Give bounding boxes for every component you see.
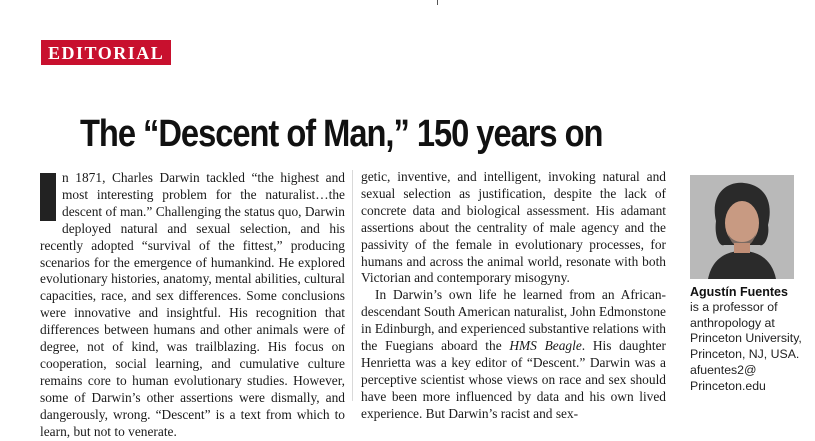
section-label: EDITORIAL xyxy=(41,40,171,65)
column-divider xyxy=(352,170,353,401)
author-photo xyxy=(690,175,794,279)
paragraph-continued: getic, inventive, and intelligent, invoking natural and sexual selection as justification, despite the lack of concrete data and biological assessment. His adamant assertions about the centrality of male agency and the passivity of the female in evolutionary processes, for humans and across the animal world, resonate with both Victorian and contemporary misogyny. xyxy=(361,169,666,286)
paragraph-2: In Darwin’s own life he learned from an African-descendant South American naturalist, John Edmonstone in Edinburgh, and experienced substantive relations with the Fuegians aboard the HMS Beagle. His daughter Henrietta was a key editor of “Descent.” Darwin was a perceptive scientist whose views on race and sex should have been more influenced by data and his own lived experience. But Darwin’s racist and sex- xyxy=(361,287,667,421)
headline: The “Descent of Man,” 150 years on xyxy=(80,113,603,155)
author-name: Agustín Fuentes xyxy=(690,285,788,299)
article-column-2 xyxy=(361,169,666,423)
paragraph-1: n 1871, Charles Darwin tackled “the highest and most interesting problem for the naturalist…the descent of man.” Challenging the status quo, Darwin deployed natural and sexual selection, and his recently adopted “survival of the fittest,” producing scenarios for the emergence of humankind. He explored evolutionary histories, anatomy, mental abilities, cultural capacities, race, and sex differences. Some conclusions were innovative and insightful. His recognition that differences between humans and other animals were of degree, not of kind, was trailblazing. His focus on cooperation, social learning, and cumulative culture remains core to human evolutionary studies. However, some of Darwin’s other assertions were dismally, and dangerously, wrong. “Descent” is a text from which to learn, but not to venerate. xyxy=(40,170,345,439)
article-column-1 xyxy=(40,170,345,441)
ship-name: HMS Beagle xyxy=(509,338,582,354)
author-portrait-icon xyxy=(690,175,794,279)
top-margin-tick xyxy=(437,0,438,5)
drop-cap xyxy=(40,173,56,221)
author-bio: is a professor of anthropology at Princeton University, Princeton, NJ, USA. afuentes2@ Princeton.edu xyxy=(690,300,802,393)
